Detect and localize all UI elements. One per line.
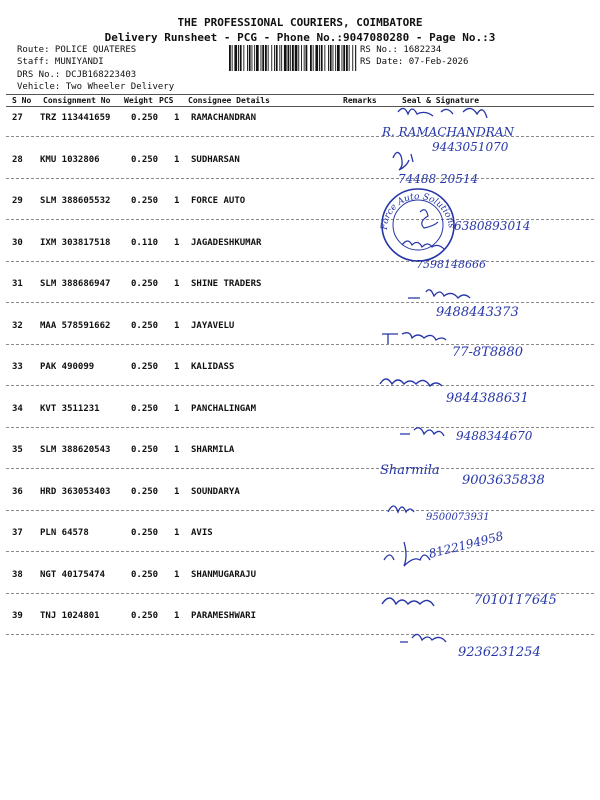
row-pcs: 1 — [174, 321, 180, 331]
handwritten-phone-row-35: 9003635838 — [462, 473, 545, 488]
rs-date: RS Date: 07-Feb-2026 — [360, 57, 469, 67]
row-weight: 0.250 — [131, 528, 159, 538]
barcode-bar — [319, 45, 320, 71]
barcode-bar — [279, 45, 280, 71]
row-sno: 39 — [12, 611, 23, 621]
row-consignee: SOUNDARYA — [191, 487, 240, 497]
row-consignee: PARAMESHWARI — [191, 611, 257, 621]
row-sno: 33 — [12, 362, 23, 372]
row-weight: 0.250 — [131, 321, 159, 331]
barcode-bar — [337, 45, 340, 71]
barcode-image — [229, 45, 357, 71]
row-weight: 0.250 — [131, 279, 159, 289]
runsheet-subtitle: Delivery Runsheet - PCG - Phone No.:9047080280 - Page No.:3 — [104, 31, 496, 44]
barcode-bar — [265, 45, 267, 71]
handwritten-phone-row-37: 8122194958 — [427, 528, 505, 561]
row-sno: 31 — [12, 279, 23, 289]
row-consignee: KALIDASS — [191, 362, 235, 372]
row-sno: 38 — [12, 570, 23, 580]
row-consignment-no: SLM 388620543 — [40, 445, 111, 455]
row-consignment-no: TNJ 1024801 — [40, 611, 100, 621]
barcode-bar — [324, 45, 325, 71]
barcode-bar — [281, 45, 282, 71]
col-seal-signature: Seal & Signature — [402, 96, 480, 105]
vehicle-label: Vehicle: Two Wheeler Delivery — [17, 82, 175, 92]
row-sno: 32 — [12, 321, 23, 331]
row-separator — [6, 219, 594, 220]
header-bottom-rule — [6, 106, 594, 107]
barcode-bar — [247, 45, 248, 71]
handwritten-phone-row-36: 9500073931 — [426, 512, 490, 523]
barcode-bar — [229, 45, 231, 71]
col-consignee: Consignee Details — [188, 96, 270, 105]
row-separator — [6, 178, 594, 179]
row-consignee: SHINE TRADERS — [191, 279, 262, 289]
barcode-bar — [271, 45, 272, 71]
staff-label: Staff: MUNIYANDI — [17, 57, 104, 67]
barcode-bar — [240, 45, 242, 71]
barcode-bar — [295, 45, 298, 71]
barcode-bar — [234, 45, 237, 71]
row-consignee: SHARMILA — [191, 445, 235, 455]
barcode-bar — [238, 45, 239, 71]
row-sno: 37 — [12, 528, 23, 538]
row-pcs: 1 — [174, 279, 180, 289]
row-consignment-no: HRD 363053403 — [40, 487, 111, 497]
barcode-bar — [249, 45, 251, 71]
row-separator — [6, 427, 594, 428]
row-weight: 0.250 — [131, 362, 159, 372]
signature-row-36 — [388, 506, 414, 512]
handwritten-phone-row-32: 77-8T8880 — [452, 345, 523, 360]
row-pcs: 1 — [174, 238, 180, 248]
handwritten-name-row-27: R. RAMACHANDRAN — [382, 125, 514, 139]
barcode-bar — [310, 45, 312, 71]
row-pcs: 1 — [174, 487, 180, 497]
row-consignee: PANCHALINGAM — [191, 404, 257, 414]
barcode-bar — [232, 45, 233, 71]
barcode-bar — [284, 45, 287, 71]
row-weight: 0.110 — [131, 238, 159, 248]
row-consignee: FORCE AUTO — [191, 196, 246, 206]
row-pcs: 1 — [174, 155, 180, 165]
row-consignee: JAYAVELU — [191, 321, 235, 331]
drs-label: DRS No.: DCJB168223403 — [17, 70, 137, 80]
barcode-bar — [333, 45, 334, 71]
row-pcs: 1 — [174, 362, 180, 372]
col-remarks: Remarks — [343, 96, 377, 105]
barcode-bar — [306, 45, 308, 71]
row-consignee: JAGADESHKUMAR — [191, 238, 262, 248]
handwritten-phone-row-33-text: 9844388631 — [446, 391, 529, 406]
row-consignment-no: IXM 303817518 — [40, 238, 111, 248]
row-separator — [6, 136, 594, 137]
row-sno: 35 — [12, 445, 23, 455]
row-sno: 27 — [12, 113, 23, 123]
barcode-bar — [313, 45, 314, 71]
signature-row-34 — [400, 428, 444, 436]
company-seal-row-29 — [380, 189, 456, 261]
barcode-bar — [261, 45, 262, 71]
barcode-bar — [328, 45, 329, 71]
signature-row-28 — [393, 152, 413, 170]
row-sno: 28 — [12, 155, 23, 165]
row-consignee: AVIS — [191, 528, 213, 538]
barcode-bar — [321, 45, 323, 71]
row-pcs: 1 — [174, 528, 180, 538]
barcode-bar — [315, 45, 318, 71]
row-sno: 34 — [12, 404, 23, 414]
rs-number: RS No.: 1682234 — [360, 45, 442, 55]
row-consignment-no: SLM 388605532 — [40, 196, 111, 206]
row-separator — [6, 468, 594, 469]
barcode-bar — [352, 45, 353, 71]
row-weight: 0.250 — [131, 611, 159, 621]
handwritten-phone-row-38: 7010117645 — [474, 593, 557, 608]
seal-text-row-29: Force Auto Solutions — [379, 191, 456, 231]
handwritten-phone-row-31: 9488443373 — [436, 305, 519, 320]
barcode-bar — [330, 45, 332, 71]
barcode-bar — [256, 45, 259, 71]
row-separator — [6, 385, 594, 386]
row-consignment-no: KVT 3511231 — [40, 404, 100, 414]
row-weight: 0.250 — [131, 445, 159, 455]
col-consignment: Consignment No — [43, 96, 111, 105]
row-separator — [6, 593, 594, 594]
signature-row-27 — [398, 108, 487, 118]
col-weight: Weight — [124, 96, 153, 105]
barcode-bar — [304, 45, 305, 71]
row-weight: 0.250 — [131, 404, 159, 414]
header-top-rule — [6, 94, 594, 95]
col-pcs: PCS — [159, 96, 174, 105]
row-pcs: 1 — [174, 570, 180, 580]
barcode-bar — [262, 45, 264, 71]
signature-row-39 — [400, 634, 446, 642]
barcode-bar — [355, 45, 356, 71]
row-consignee: SHANMUGARAJU — [191, 570, 257, 580]
signature-row-38 — [382, 598, 434, 606]
company-title: THE PROFESSIONAL COURIERS, COIMBATORE — [177, 16, 423, 29]
barcode-bar — [290, 45, 291, 71]
handwritten-phone-row-34: 9488344670 — [456, 429, 533, 443]
signature-row-37 — [384, 542, 430, 566]
row-consignment-no: SLM 388686947 — [40, 279, 111, 289]
barcode-bar — [343, 45, 345, 71]
barcode-bar — [335, 45, 336, 71]
barcode-bar — [349, 45, 350, 71]
col-sno: S No — [12, 96, 32, 105]
row-consignment-no: TRZ 113441659 — [40, 113, 111, 123]
row-separator — [6, 344, 594, 345]
row-weight: 0.250 — [131, 155, 159, 165]
barcode-bar — [292, 45, 294, 71]
row-separator — [6, 510, 594, 511]
handwritten-phone-row-39: 9236231254 — [458, 645, 541, 660]
barcode-bar — [301, 45, 302, 71]
row-pcs: 1 — [174, 113, 180, 123]
barcode-bar — [298, 45, 299, 71]
signature-row-32 — [382, 333, 446, 344]
row-weight: 0.250 — [131, 196, 159, 206]
barcode-bar — [288, 45, 290, 71]
row-sno: 36 — [12, 487, 23, 497]
row-pcs: 1 — [174, 445, 180, 455]
row-consignment-no: KMU 1032806 — [40, 155, 100, 165]
barcode-bar — [243, 45, 244, 71]
handwritten-phone-row-30: 7598148666 — [416, 258, 486, 271]
barcode-bar — [276, 45, 278, 71]
barcode-bar — [274, 45, 275, 71]
route-label: Route: POLICE QUATERES — [17, 45, 137, 55]
row-consignment-no: NGT 40175474 — [40, 570, 106, 580]
row-weight: 0.250 — [131, 113, 159, 123]
row-consignee: RAMACHANDRAN — [191, 113, 257, 123]
row-sno: 29 — [12, 196, 23, 206]
barcode-bar — [268, 45, 269, 71]
row-consignment-no: PLN 64578 — [40, 528, 89, 538]
barcode-bar — [346, 45, 348, 71]
row-consignment-no: MAA 578591662 — [40, 321, 111, 331]
row-pcs: 1 — [174, 404, 180, 414]
barcode-bar — [342, 45, 343, 71]
row-pcs: 1 — [174, 196, 180, 206]
row-separator — [6, 302, 594, 303]
handwritten-name-row-35: Sharmila — [380, 463, 440, 478]
row-sno: 30 — [12, 238, 23, 248]
svg-text:Force Auto Solutions — [380, 192, 456, 231]
row-consignment-no: PAK 490099 — [40, 362, 95, 372]
handwritten-phone-row-29: 6380893014 — [454, 219, 531, 233]
row-separator — [6, 634, 594, 635]
row-separator — [6, 551, 594, 552]
row-separator — [6, 261, 594, 262]
handwritten-phone-row-27: 9443051070 — [432, 140, 509, 154]
signature-row-31 — [408, 290, 470, 298]
handwritten-phone-row-28: 74488 20514 — [398, 172, 479, 186]
row-weight: 0.250 — [131, 487, 159, 497]
row-pcs: 1 — [174, 611, 180, 621]
barcode-bar — [254, 45, 255, 71]
barcode-bar — [252, 45, 253, 71]
row-weight: 0.250 — [131, 570, 159, 580]
row-consignee: SUDHARSAN — [191, 155, 240, 165]
signature-row-30 — [402, 241, 444, 249]
